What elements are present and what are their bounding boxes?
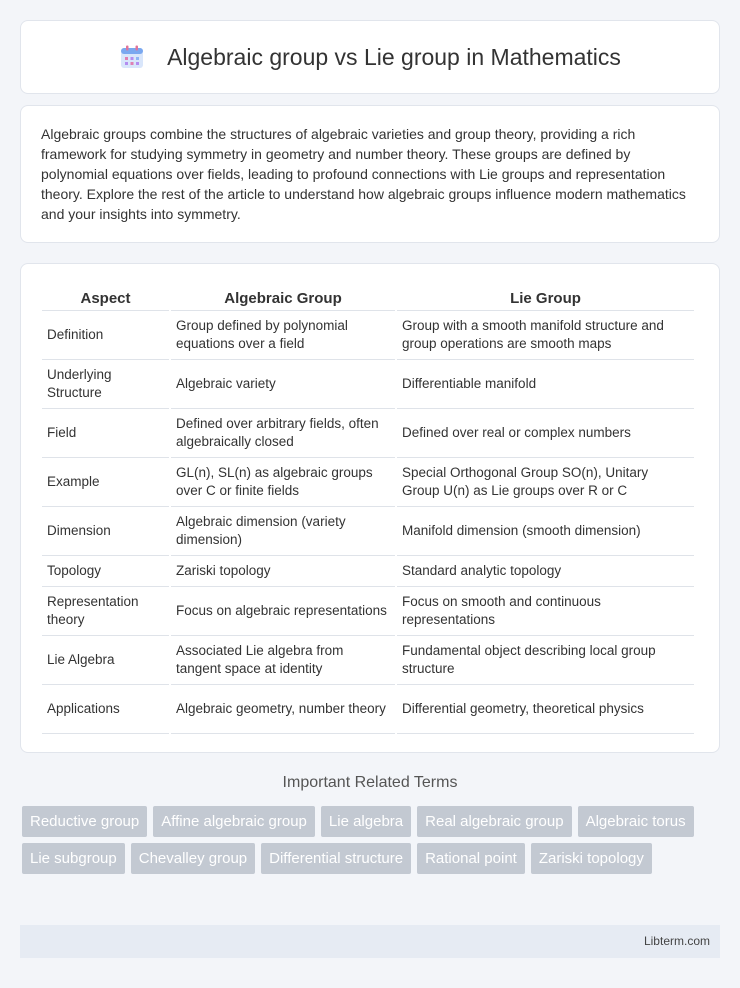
related-term-tag[interactable]: Rational point — [417, 843, 525, 874]
header-algebraic-group: Algebraic Group — [171, 284, 395, 311]
related-term-tag[interactable]: Reductive group — [22, 806, 147, 837]
intro-paragraph: Algebraic groups combine the structures of algebraic varieties and group theory, providing a rich framework for studying symmetry in geometry and number theory. These groups are defined by polynomial equations over fields, leading to profound connections with Lie groups and representation theory. Explore the rest of the article to understand how algebraic groups influence modern mathematics and your insights into symmetry. — [41, 126, 686, 222]
table-header-row — [42, 284, 694, 311]
page-title: Algebraic group vs Lie group in Mathematics — [167, 43, 621, 70]
related-term-tag[interactable]: Algebraic torus — [578, 806, 694, 837]
related-terms-heading: Important Related Terms — [282, 774, 458, 791]
row-algebraic: Group defined by polynomial equations over a field — [171, 311, 395, 360]
row-lie: Defined over real or complex numbers — [397, 409, 694, 458]
row-algebraic: Algebraic geometry, number theory — [171, 685, 395, 734]
related-term-tag[interactable]: Zariski topology — [531, 843, 652, 874]
related-term-tag[interactable]: Lie subgroup — [22, 843, 125, 874]
table-row — [42, 360, 694, 409]
footer — [20, 925, 720, 958]
row-lie: Focus on smooth and continuous representations — [397, 587, 694, 636]
row-algebraic: Defined over arbitrary fields, often algebraically closed — [171, 409, 395, 458]
row-algebraic: Associated Lie algebra from tangent space at identity — [171, 636, 395, 685]
row-lie: Differential geometry, theoretical physics — [397, 685, 694, 734]
related-term-tag[interactable]: Affine algebraic group — [153, 806, 315, 837]
table-row — [42, 556, 694, 587]
related-term-tag[interactable]: Differential structure — [261, 843, 411, 874]
row-lie: Fundamental object describing local group structure — [397, 636, 694, 685]
row-aspect: Underlying Structure — [42, 360, 169, 409]
related-term-tag[interactable]: Chevalley group — [131, 843, 255, 874]
row-aspect: Representation theory — [42, 587, 169, 636]
row-lie: Manifold dimension (smooth dimension) — [397, 507, 694, 556]
row-algebraic: Zariski topology — [171, 556, 395, 587]
comparison-table — [40, 284, 696, 734]
table-row — [42, 685, 694, 734]
table-row — [42, 636, 694, 685]
header-aspect: Aspect — [42, 284, 169, 311]
table-row — [42, 507, 694, 556]
title-card — [20, 20, 720, 94]
related-terms-list — [22, 806, 722, 880]
row-algebraic: Algebraic variety — [171, 360, 395, 409]
header-lie-group: Lie Group — [397, 284, 694, 311]
row-algebraic: Focus on algebraic representations — [171, 587, 395, 636]
table-row — [42, 587, 694, 636]
row-aspect: Applications — [42, 685, 169, 734]
row-lie: Differentiable manifold — [397, 360, 694, 409]
table-row — [42, 458, 694, 507]
related-term-tag[interactable]: Lie algebra — [321, 806, 411, 837]
row-aspect: Definition — [42, 311, 169, 360]
comparison-card — [20, 263, 720, 753]
row-aspect: Example — [42, 458, 169, 507]
row-aspect: Lie Algebra — [42, 636, 169, 685]
table-row — [42, 311, 694, 360]
row-aspect: Field — [42, 409, 169, 458]
footer-site-link[interactable]: Libterm.com — [643, 934, 710, 948]
row-aspect: Dimension — [42, 507, 169, 556]
related-term-tag[interactable]: Real algebraic group — [417, 806, 571, 837]
row-aspect: Topology — [42, 556, 169, 587]
row-algebraic: GL(n), SL(n) as algebraic groups over C or finite fields — [171, 458, 395, 507]
calendar-icon — [119, 44, 145, 70]
intro-card — [20, 105, 720, 243]
table-row — [42, 409, 694, 458]
row-lie: Standard analytic topology — [397, 556, 694, 587]
row-algebraic: Algebraic dimension (variety dimension) — [171, 507, 395, 556]
row-lie: Special Orthogonal Group SO(n), Unitary Group U(n) as Lie groups over R or C — [397, 458, 694, 507]
row-lie: Group with a smooth manifold structure and group operations are smooth maps — [397, 311, 694, 360]
